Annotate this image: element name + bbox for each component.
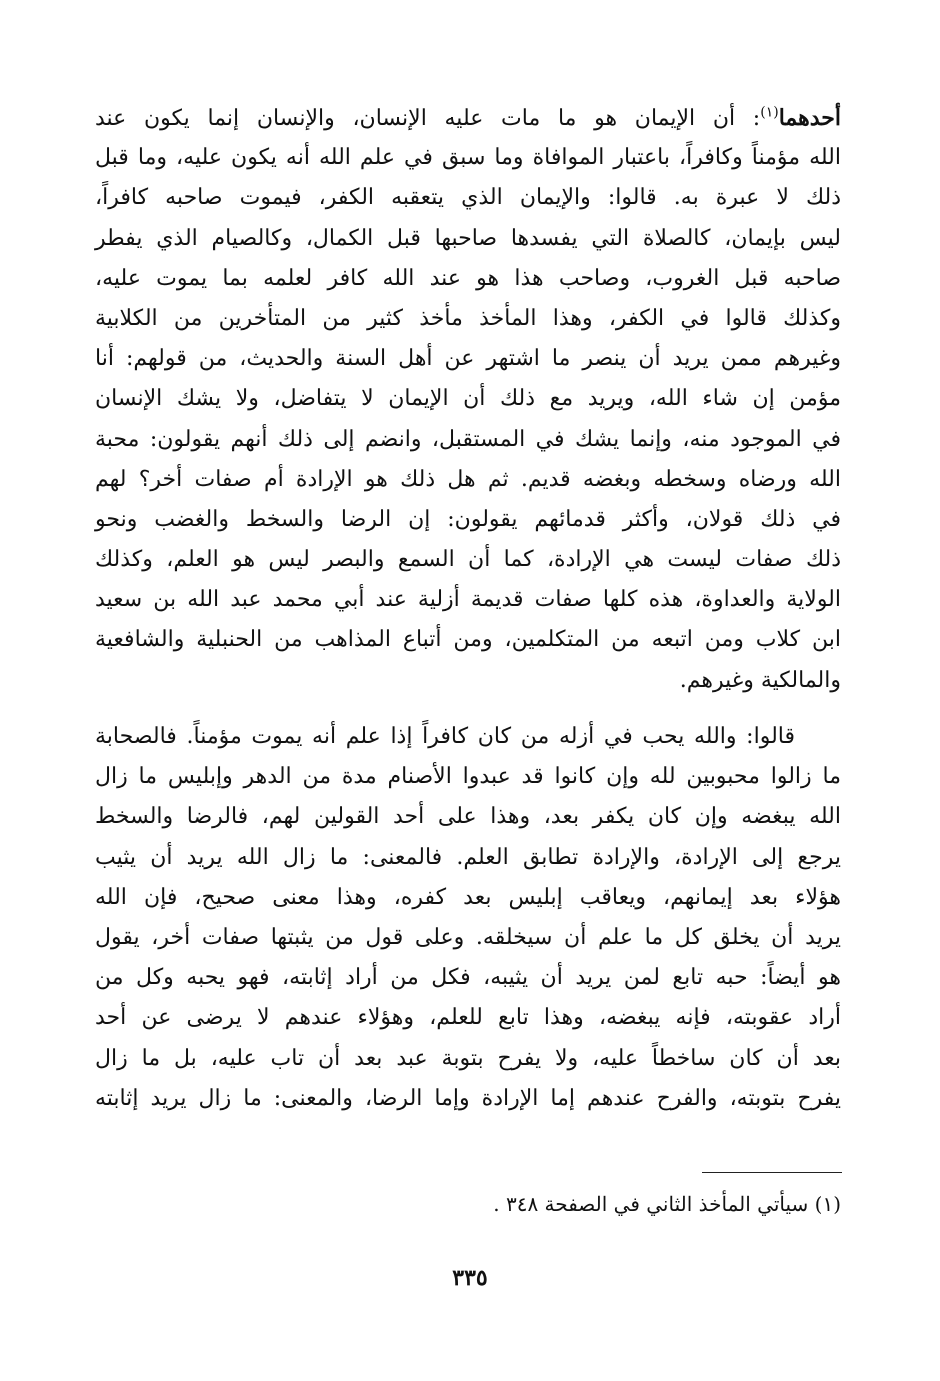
text-line: بعد أن كان ساخطاً عليه، ولا يفرح بتوبة عبد بعد أن تاب عليه، بل ما زال [95,1045,841,1071]
text-line: هو أيضاً: حبه تابع لمن يريد أن يثيبه، فكل من أراد إثابته، فهو يحبه وكل من [95,965,841,991]
paragraph-2 [95,717,841,1119]
paragraph-1-line-1-text: : أن الإيمان هو ما مات عليه الإنسان، والإنسان إنما يكون عند [95,106,761,131]
text-line: وغيرهم ممن يريد أن ينصر ما اشتهر عن أهل السنة والحديث، من قولهم: أنا [95,346,841,372]
text-line: الله يبغضه وإن كان يكفر بعد، وهذا على أحد القولين لهم، فالرضا والسخط [95,804,841,830]
text-line: في الموجود منه، وإنما يشك في المستقبل، وانضم إلى ذلك أنهم يقولون: محبة [95,426,841,452]
page-number: ٣٣٥ [452,1265,488,1291]
text-line: قالوا: والله يحب في أزله من كان كافراً إذا علم أنه يموت مؤمناً. فالصحابة [95,724,795,749]
text-line: الله مؤمناً وكافراً، باعتبار الموافاة وما سبق في علم الله أنه يكون عليه، وما قبل [95,145,841,171]
text-line: الله ورضاه وسخطه وبغضه قديم. ثم هل ذلك هو الإرادة أم صفات أخر؟ لهم [95,466,841,492]
text-line: ذلك لا عبرة به. قالوا: والإيمان الذي يتعقبه الكفر، فيموت صاحبه كافراً، [95,185,841,211]
text-line: ليس بإيمان، كالصلاة التي يفسدها صاحبها قبل الكمال، وكالصيام الذي يفطر [95,225,841,251]
text-line: ابن كلاب ومن اتبعه من المتكلمين، ومن أتباع المذاهب من الحنبلية والشافعية [95,627,841,653]
text-line: ذلك صفات ليست هي الإرادة، كما أن السمع والبصر ليس هو العلم، وكذلك [95,547,841,573]
text-line: في ذلك قولان، وأكثر قدمائهم يقولون: إن الرضا والسخط والغضب ونحو [95,506,841,532]
text-line: يريد أن يخلق كل ما علم أن سيخلقه. وعلى قول من يثبتها صفات أخر، يقول [95,924,841,950]
text-line: ما زالوا محبوبين لله وإن كانوا قد عبدوا الأصنام مدة من الدهر وإبليس ما زال [95,764,841,790]
text-line: أراد عقوبته، فإنه يبغضه، وهذا تابع للعلم، وهؤلاء عندهم لا يرضى عن أحد [95,1005,841,1031]
text-line: هؤلاء بعد إيمانهم، ويعاقب إبليس بعد كفره، وهذا معنى صحيح، فإن الله [95,884,841,910]
paragraph-1-line-1 [95,98,841,138]
lead-word: أحدهما [778,105,841,131]
text-line: صاحبه قبل الغروب، وصاحب هذا هو عند الله كافر لعلمه بما يموت عليه، [95,265,841,291]
text-line: يفرح بتوبته، والفرح عندهم إما الإرادة وإما الرضا، والمعنى: ما زال يريد إثابته [95,1085,841,1111]
footnote-reference[interactable]: (١) [760,104,779,121]
paragraph-1 [95,98,841,701]
text-line: مؤمن إن شاء الله، ويريد مع ذلك أن الإيمان لا يتفاضل، ولا يشك الإنسان [95,386,841,412]
text-line: والمالكية وغيرهم. [679,667,841,693]
text-line: وكذلك قالوا في الكفر، وهذا المأخذ مأخذ كثير من المتأخرين من الكلابية [95,305,841,331]
footnote-separator [702,1172,842,1173]
footnote: (١) سيأتي المأخذ الثاني في الصفحة ٣٤٨ . [493,1192,841,1216]
text-line: يرجع إلى الإرادة، والإرادة تطابق العلم. فالمعنى: ما زال الله يريد أن يثيب [95,844,841,870]
text-line: الولاية والعداوة، هذه كلها صفات قديمة أزلية عند أبي محمد عبد الله بن سعيد [95,587,841,613]
